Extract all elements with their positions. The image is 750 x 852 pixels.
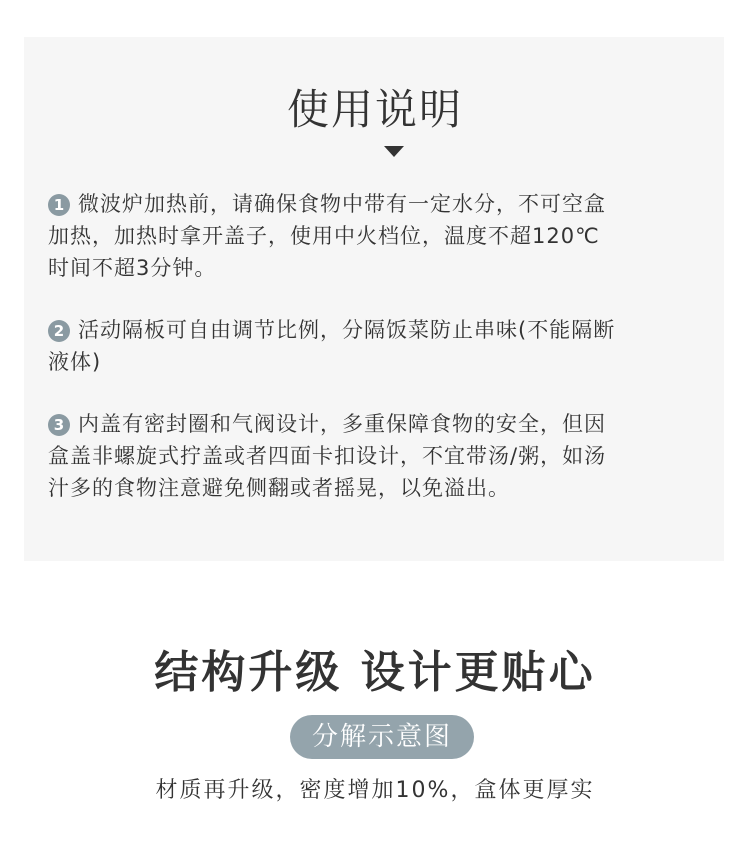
step-1-line-1 — [48, 188, 708, 220]
triangle-down-icon — [384, 146, 404, 157]
step-3-line-2: 盒盖非螺旋式拧盖或者四面卡扣设计，不宜带汤/粥，如汤 — [48, 444, 607, 468]
step-number-badge: 2 — [48, 320, 70, 342]
step-text: 内盖有密封圈和气阀设计，多重保障食物的安全，但因 — [78, 412, 606, 436]
instruction-step-2 — [48, 314, 708, 378]
structure-upgrade-heading: 结构升级 设计更贴心 — [154, 647, 596, 698]
instruction-step-1 — [48, 188, 708, 284]
step-text: 活动隔板可自由调节比例，分隔饭菜防止串味(不能隔断 — [78, 318, 616, 342]
exploded-view-badge: 分解示意图 — [290, 715, 474, 759]
instruction-step-3 — [48, 408, 708, 504]
material-upgrade-subtitle: 材质再升级，密度增加10%，盒体更厚实 — [155, 778, 595, 803]
step-1-line-3: 时间不超3分钟。 — [48, 256, 217, 280]
step-number-badge: 1 — [48, 194, 70, 216]
instructions-title: 使用说明 — [286, 85, 463, 134]
step-text: 微波炉加热前，请确保食物中带有一定水分，不可空盒 — [78, 192, 606, 216]
step-number-badge: 3 — [48, 414, 70, 436]
step-3-line-3: 汁多的食物注意避免侧翻或者摇晃，以免溢出。 — [48, 476, 510, 500]
step-1-line-2: 加热，加热时拿开盖子，使用中火档位，温度不超120℃ — [48, 224, 600, 248]
step-3-line-1 — [48, 408, 708, 440]
step-2-line-2: 液体) — [48, 350, 102, 374]
step-2-line-1 — [48, 314, 708, 346]
